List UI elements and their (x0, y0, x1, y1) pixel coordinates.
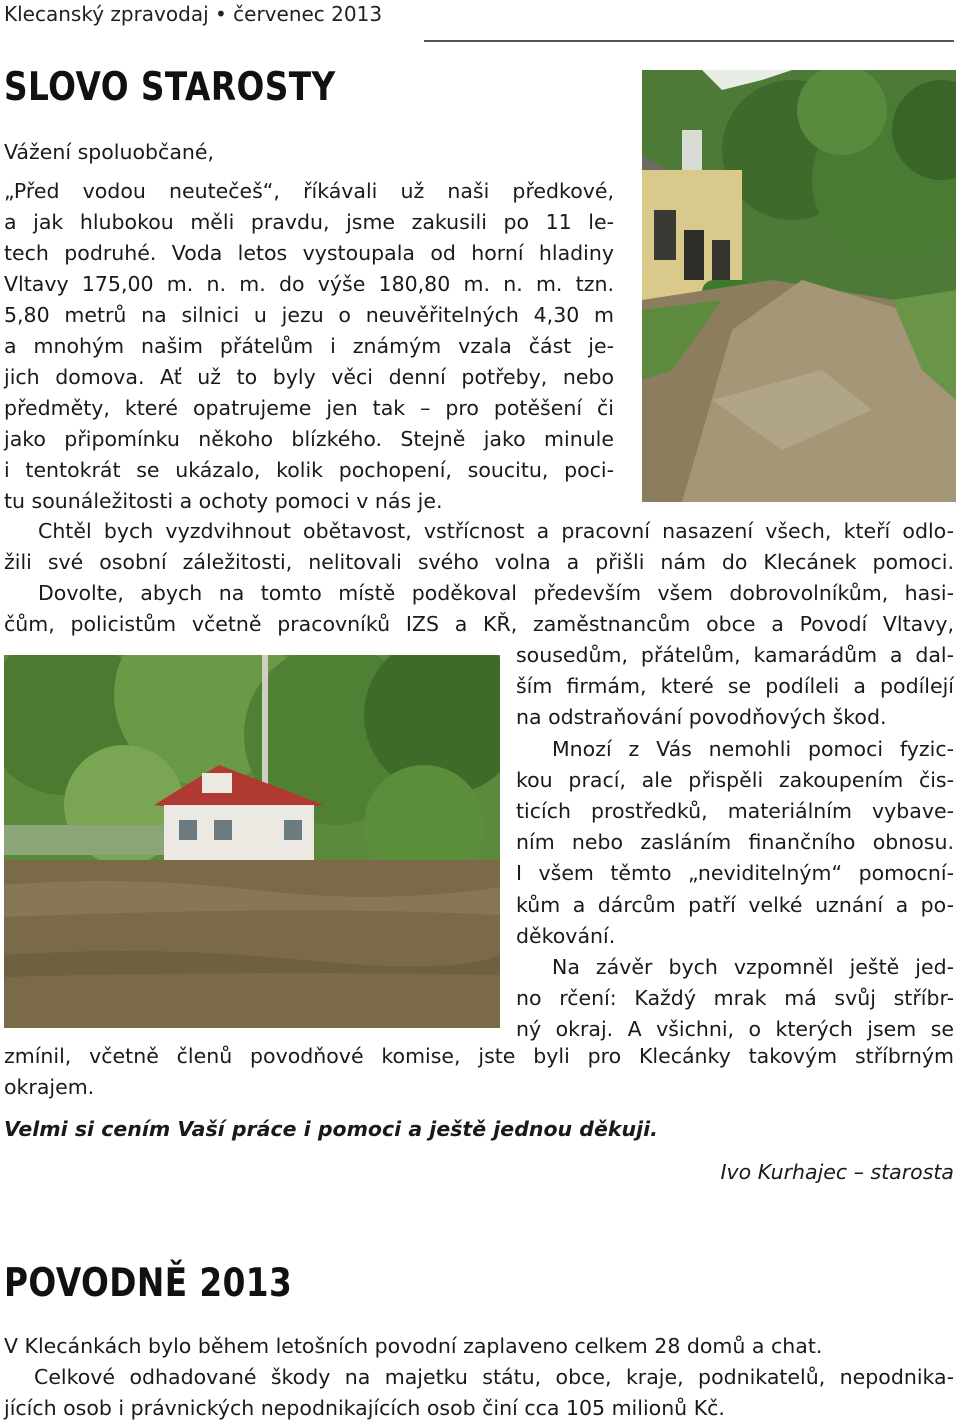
flooded-street-photo (642, 70, 956, 502)
paragraph-line: Chtěl bych vyzdvihnout obětavost, vstřícnost a pracovní nasazení všech, kteří odlo- (38, 519, 954, 543)
salutation: Vážení spoluobčané, (4, 140, 215, 164)
signature: Ivo Kurhajec – starosta (720, 1160, 954, 1184)
article-title: SLOVO STAROSTY (4, 65, 336, 110)
paragraph-line: Mnozí z Vás nemohli pomoci fyzic- (552, 736, 954, 761)
paragraph-line: i tentokrát se ukázalo, kolik pochopení, soucitu, poci- (4, 458, 614, 482)
closing-thanks: Velmi si cením Vaší práce i pomoci a ještě jednou děkuji. (4, 1117, 658, 1141)
paragraph-line: kou prací, ale přispěli zakoupením čis- (516, 767, 954, 792)
paragraph-line: děkování. (516, 923, 616, 948)
paragraph-line: tech podruhé. Voda letos vystoupala od horní hladiny (4, 241, 614, 265)
paragraph-line: V Klecánkách bylo během letošních povodní zaplaveno celkem 28 domů a chat. (4, 1334, 823, 1358)
flooded-house-image (4, 655, 500, 1028)
paragraph-line: čům, policistům včetně pracovníků IZS a KŘ, zaměstnancům obce a Povodí Vltavy, (4, 612, 954, 636)
paragraph-line: kům a dárcům patří velké uznání a po- (516, 892, 954, 917)
paragraph-line: předměty, které opatrujeme jen tak – pro potěšení či (4, 396, 614, 420)
paragraph-line: tu sounáležitosti a ochoty pomoci v nás je. (4, 489, 443, 513)
paragraph-line: sousedům, přátelům, kamarádům a dal- (516, 643, 954, 667)
paragraph-line: ný okraj. A všichni, o kterých jsem se (516, 1017, 954, 1042)
flooded-house-photo (4, 655, 500, 1028)
paragraph-line: zmínil, včetně členů povodňové komise, jste byli pro Klecánky takovým stříbrným (4, 1044, 954, 1068)
paragraph-line: ním nebo zasláním finančního obnosu. (516, 830, 954, 855)
paragraph-line: a jak hlubokou měli pravdu, jsme zakusili po 11 le- (4, 210, 614, 234)
paragraph-line: jich domova. Ať už to byly věci denní potřeby, nebo (4, 365, 614, 389)
header-rule (424, 40, 954, 42)
paragraph-line: ším firmám, které se podíleli a podílejí (516, 674, 954, 699)
flooded-street-image (642, 70, 956, 502)
article2-title: POVODNĚ 2013 (4, 1261, 293, 1306)
paragraph-line: Celkové odhadované škody na majetku státu, obce, kraje, podnikatelů, nepodnika- (34, 1365, 954, 1389)
paragraph-line: 5,80 metrů na silnici u jezu o neuvěřitelných 4,30 m (4, 303, 614, 327)
paragraph-line: jako připomínku někoho blízkého. Stejně jako minule (4, 427, 614, 451)
paragraph-line: Dovolte, abych na tomto místě poděkoval především všem dobrovolníkům, hasi- (38, 581, 954, 605)
paragraph-line: ticích prostředků, materiálním vybave- (516, 799, 954, 823)
paragraph-line: „Před vodou neutečeš“, říkávali už naši předkové, (4, 179, 614, 203)
paragraph-line: jících osob i právnických nepodnikajících osob činí cca 105 milionů Kč. (4, 1396, 725, 1420)
paragraph-line: a mnohým našim přátelům i známým vzala část je- (4, 334, 614, 358)
paragraph-line: I všem těmto „neviditelným“ pomocní- (516, 861, 954, 886)
running-header: Klecanský zpravodaj • červenec 2013 (4, 2, 383, 26)
paragraph-line: Vltavy 175,00 m. n. m. do výše 180,80 m. n. m. tzn. (4, 272, 614, 296)
paragraph-line: okrajem. (4, 1075, 95, 1099)
paragraph-line: no rčení: Každý mrak má svůj stříbr- (516, 986, 954, 1011)
paragraph-line: na odstraňování povodňových škod. (516, 705, 887, 730)
paragraph-line: žili své osobní záležitosti, nelitovali svého volna a přišli nám do Klecánek pomoci. (4, 550, 954, 574)
paragraph-line: Na závěr bych vzpomněl ještě jed- (552, 955, 954, 979)
